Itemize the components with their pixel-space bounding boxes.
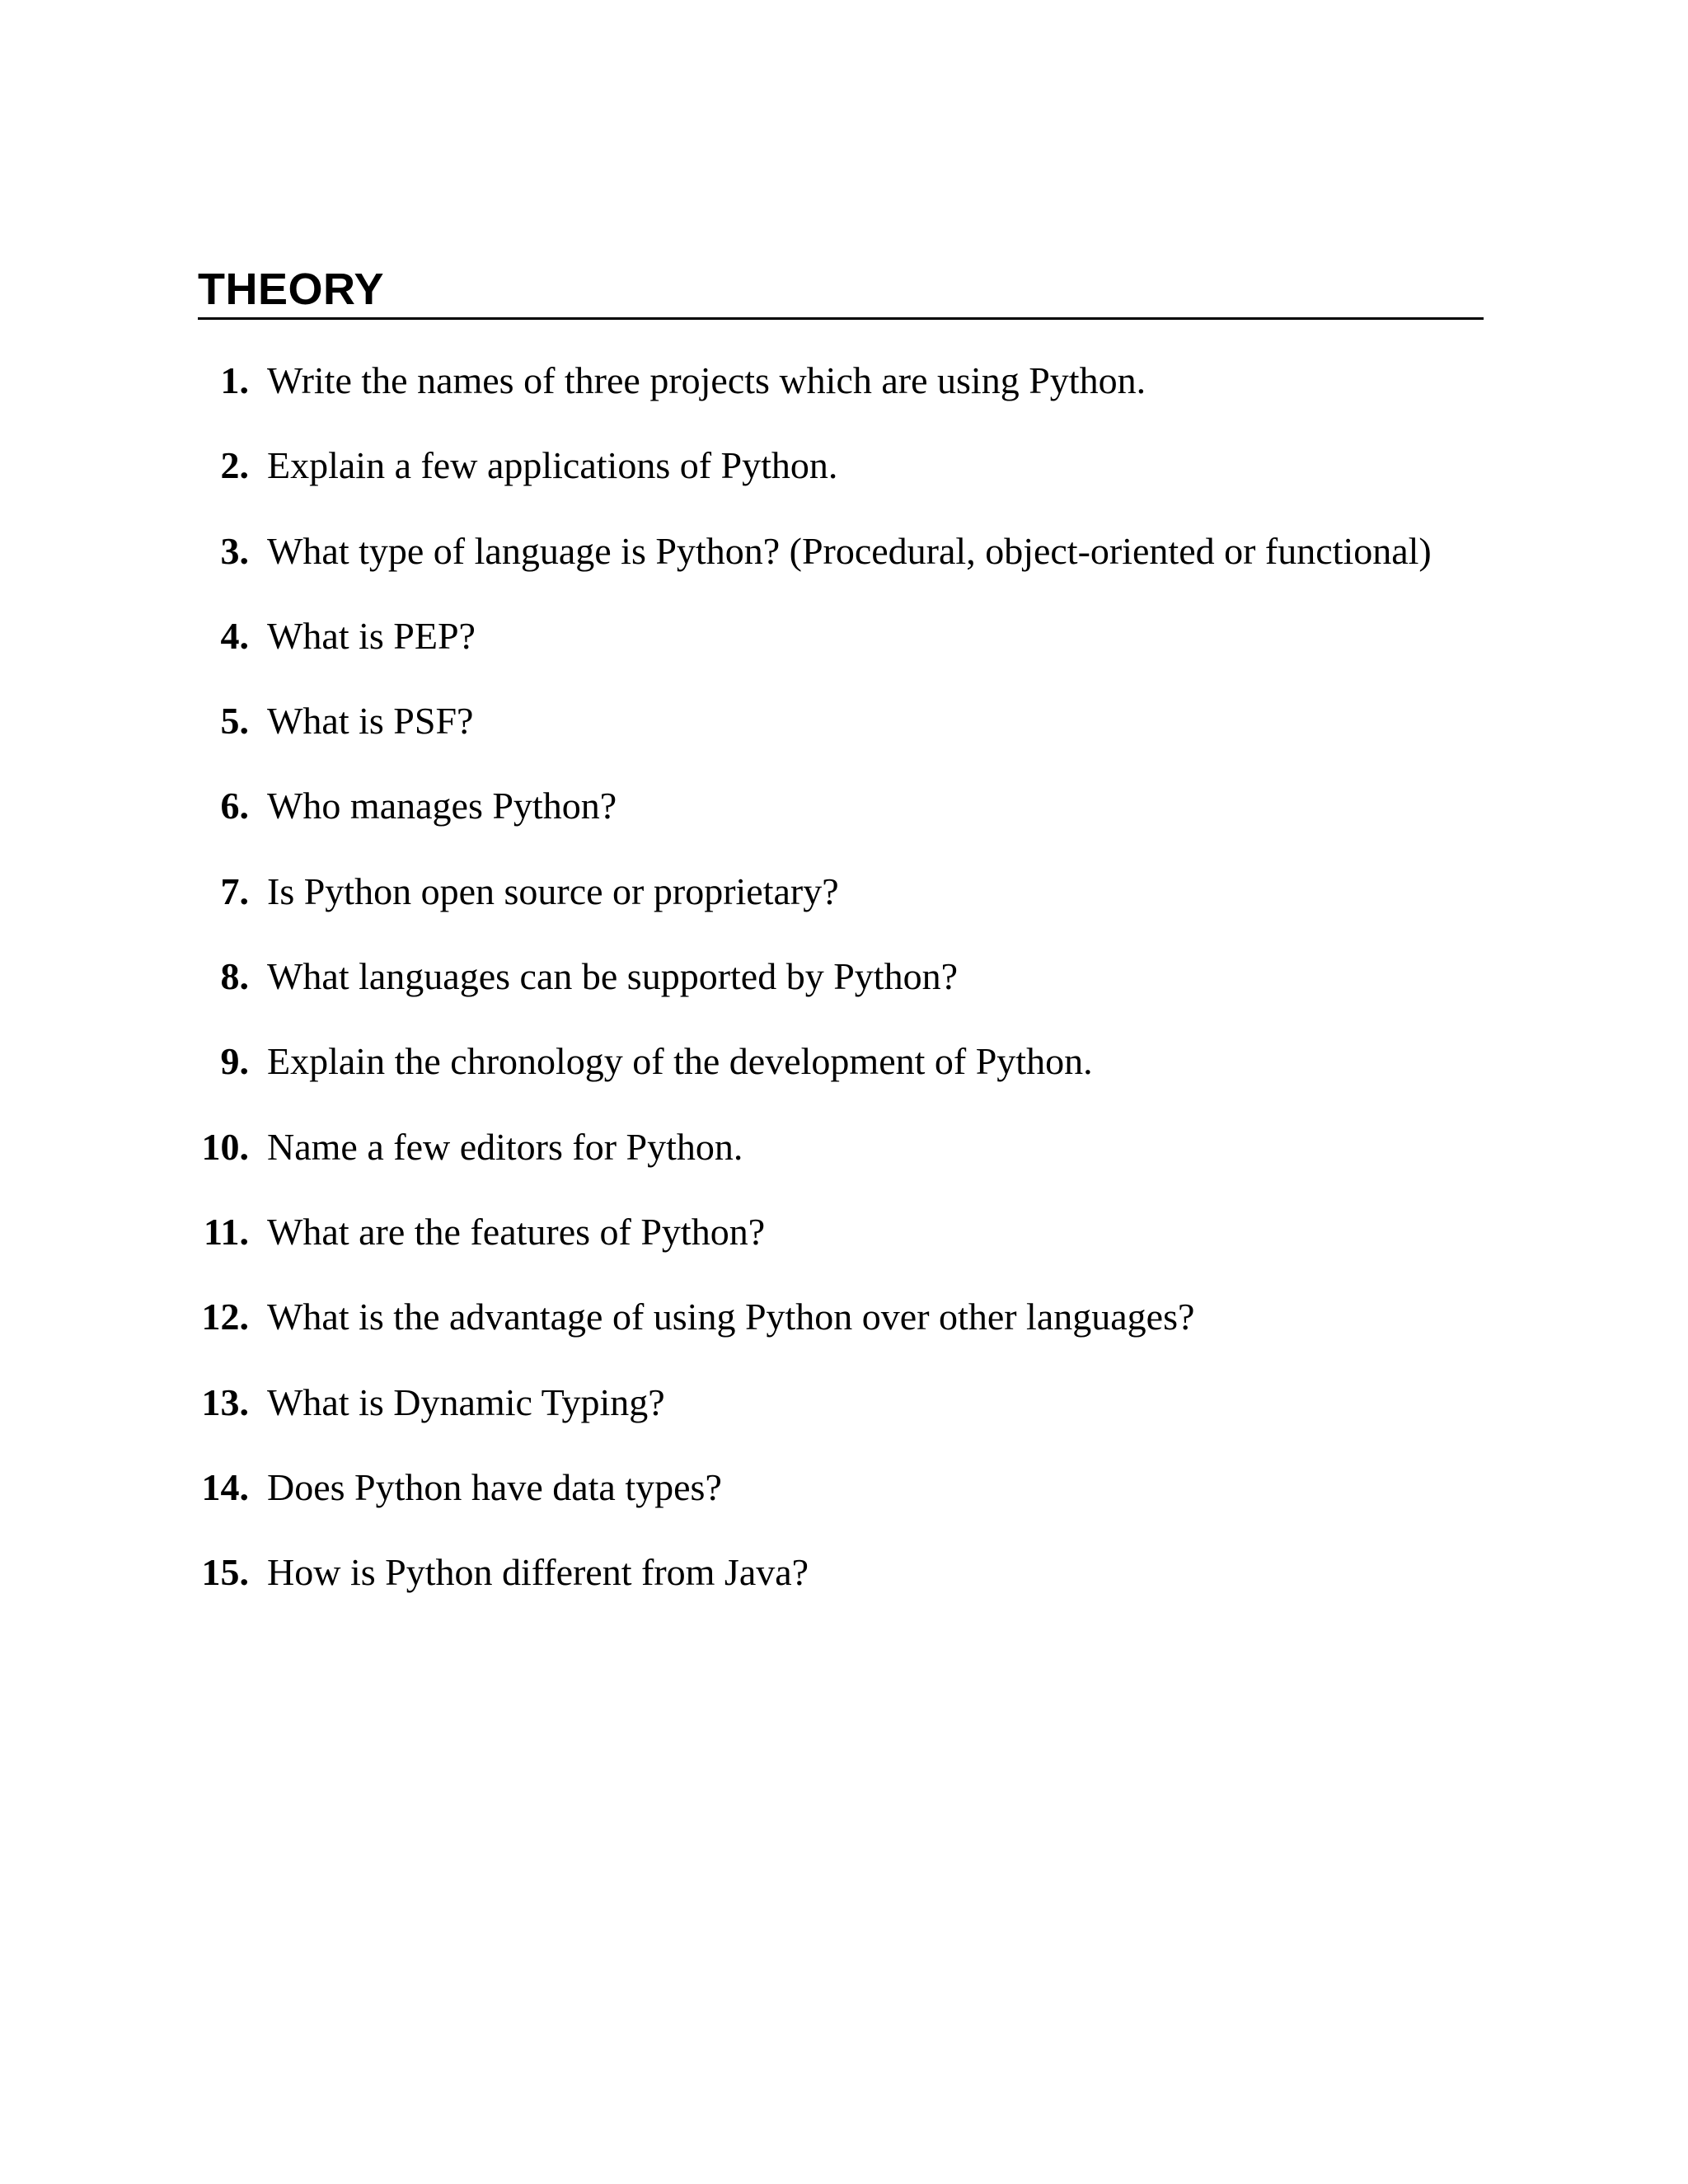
question-item xyxy=(198,1206,1517,1291)
question-number: 7. xyxy=(220,869,249,912)
question-text: Is Python open source or proprietary? xyxy=(267,869,839,912)
question-number: 6. xyxy=(220,785,249,827)
section-heading-text: THEORY xyxy=(198,265,385,314)
question-number: 12. xyxy=(201,1296,249,1338)
question-text: How is Python different from Java? xyxy=(267,1551,809,1594)
question-number: 4. xyxy=(220,614,249,657)
section-heading xyxy=(198,262,1484,320)
question-text: What are the features of Python? xyxy=(267,1210,766,1253)
question-text: What is PSF? xyxy=(267,700,474,743)
question-number: 14. xyxy=(201,1465,249,1508)
question-item xyxy=(198,354,1517,439)
question-item xyxy=(198,525,1517,610)
question-text: What is Dynamic Typing? xyxy=(267,1380,665,1423)
question-text: What is PEP? xyxy=(267,614,476,657)
question-item xyxy=(198,865,1517,950)
question-item xyxy=(198,1291,1517,1376)
question-number: 11. xyxy=(204,1210,249,1253)
question-number: 15. xyxy=(201,1551,249,1594)
question-text: Who manages Python? xyxy=(267,785,617,827)
question-item xyxy=(198,1376,1517,1461)
question-number: 3. xyxy=(220,529,249,572)
question-item xyxy=(198,1461,1517,1546)
question-item xyxy=(198,950,1517,1035)
question-text: What is the advantage of using Python over other languages? xyxy=(267,1296,1195,1338)
question-item xyxy=(198,1035,1517,1120)
question-text: Name a few editors for Python. xyxy=(267,1125,743,1168)
question-item xyxy=(198,1121,1517,1206)
question-number: 2. xyxy=(220,444,249,487)
question-item xyxy=(198,695,1517,780)
question-number: 10. xyxy=(201,1125,249,1168)
question-text: Explain the chronology of the development of Python. xyxy=(267,1040,1093,1083)
question-item xyxy=(198,439,1517,524)
question-text: What languages can be supported by Python? xyxy=(267,955,958,998)
question-number: 5. xyxy=(220,700,249,743)
question-text: What type of language is Python? (Procedural, object-oriented or functional) xyxy=(267,529,1432,572)
question-text: Does Python have data types? xyxy=(267,1465,722,1508)
question-number: 8. xyxy=(220,955,249,998)
question-item xyxy=(198,610,1517,695)
question-item xyxy=(198,780,1517,865)
question-text: Write the names of three projects which are using Python. xyxy=(267,359,1146,401)
question-item xyxy=(198,1546,1517,1631)
question-number: 9. xyxy=(220,1040,249,1083)
question-number: 1. xyxy=(220,359,249,401)
question-number: 13. xyxy=(201,1380,249,1423)
question-text: Explain a few applications of Python. xyxy=(267,444,838,487)
question-list xyxy=(198,354,1517,1631)
